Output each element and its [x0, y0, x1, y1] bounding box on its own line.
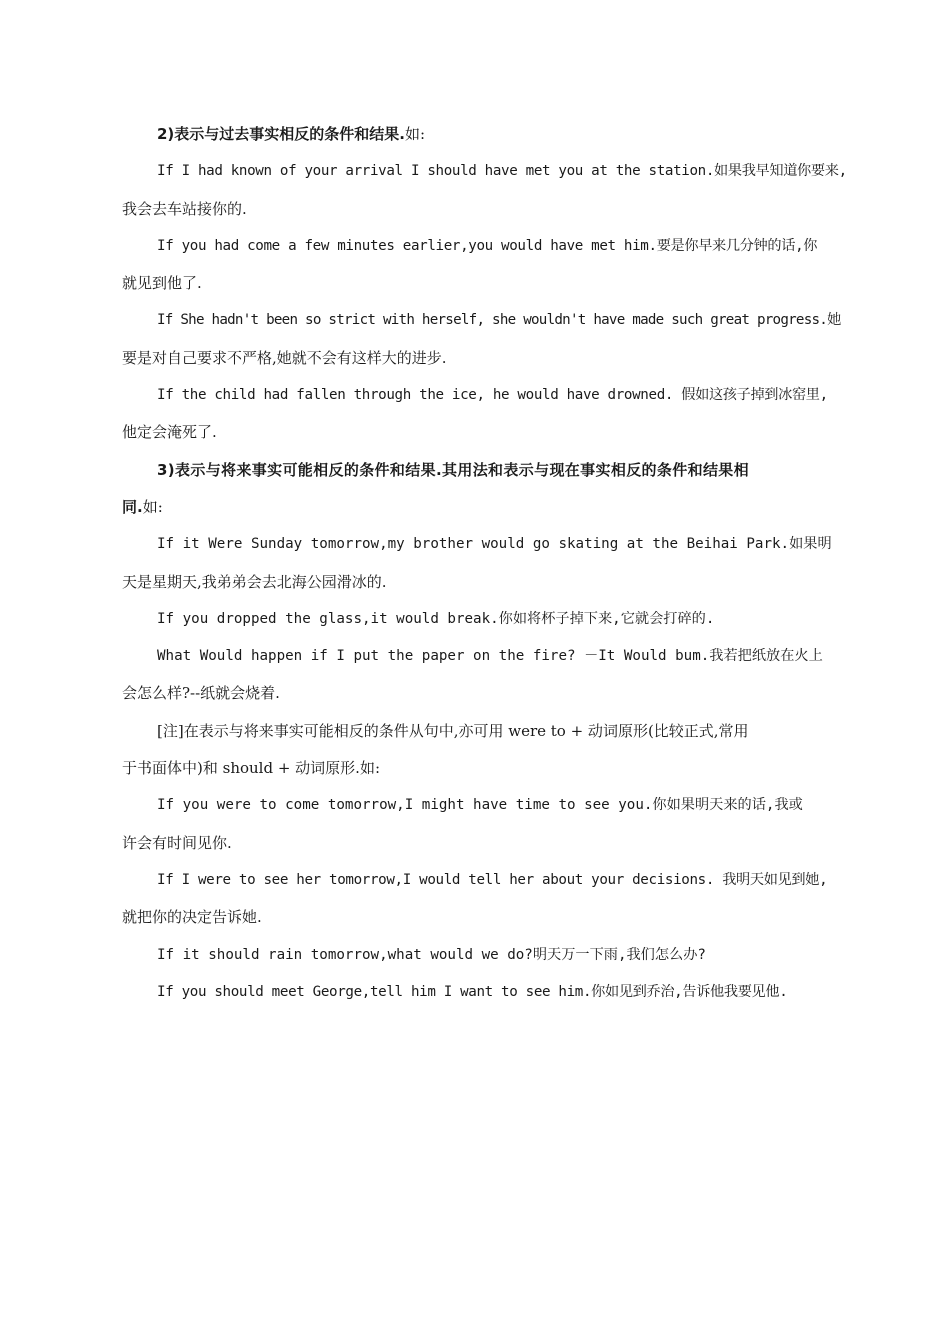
example-line: If it should rain tomorrow,what would we do?明天万一下雨,我们怎么办?: [157, 946, 706, 963]
document-page: [122, 116, 847, 1011]
section-3-heading-bold: 同.: [122, 497, 143, 516]
section-3-heading-cont: [122, 489, 834, 526]
note-line: 于书面体中)和 should + 动词原形.如:: [122, 759, 380, 778]
example-line: 就见到他了.: [122, 274, 202, 293]
example-line: If She hadn't been so strict with herself, she wouldn't have made such great progress.她: [157, 312, 841, 329]
section-2-heading: [122, 116, 834, 153]
example-line: If you should meet George,tell him I want to see him.你如见到乔治,告诉他我要见他.: [157, 983, 788, 1000]
example-line: What Would happen if I put the paper on the fire? －It Would bum.我若把纸放在火上: [157, 648, 823, 665]
example-line: If you had come a few minutes earlier,you would have met him.要是你早来几分钟的话,你: [157, 237, 818, 254]
section-3-heading-tail: 如:: [142, 497, 163, 516]
example-line: If I had known of your arrival I should have met you at the station.如果我早知道你要来,: [157, 163, 847, 180]
note-line: [注]在表示与将来事实可能相反的条件从句中,亦可用 were to + 动词原形(比较正式,常用: [157, 721, 749, 740]
example-line: If I were to see her tomorrow,I would tell her about your decisions. 我明天如见到她,: [157, 871, 828, 888]
section-3-heading: 3)表示与将来事实可能相反的条件和结果.其用法和表示与现在事实相反的条件和结果相: [157, 460, 749, 479]
example-line: 我会去车站接你的.: [122, 199, 247, 218]
section-2-heading-tail: 如:: [405, 125, 426, 143]
example-line: 他定会淹死了.: [122, 423, 217, 442]
example-line: If you were to come tomorrow,I might have time to see you.你如果明天来的话,我或: [157, 797, 803, 814]
example-line: If the child had fallen through the ice, he would have drowned. 假如这孩子掉到冰窑里,: [157, 387, 828, 404]
example-line: If you dropped the glass,it would break.你如将杯子掉下来,它就会打碎的.: [157, 610, 715, 627]
section-2-heading-bold: 2)表示与过去事实相反的条件和结果.: [157, 125, 405, 143]
example-line: 天是星期天,我弟弟会去北海公园滑冰的.: [122, 572, 387, 591]
example-line: 会怎么样?--纸就会烧着.: [122, 684, 280, 703]
example-line: 就把你的决定告诉她.: [122, 908, 262, 927]
example-line: 要是对自己要求不严格,她就不会有这样大的进步.: [122, 348, 447, 367]
example-line: 许会有时间见你.: [122, 833, 232, 852]
example-line: If it Were Sunday tomorrow,my brother would go skating at the Beihai Park.如果明: [157, 536, 832, 553]
